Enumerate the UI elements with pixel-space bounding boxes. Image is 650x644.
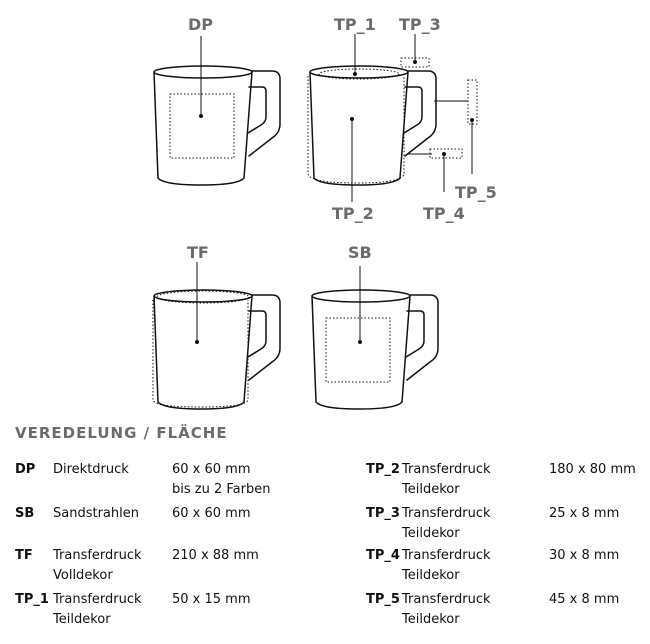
row-code: TP_3 bbox=[366, 506, 400, 521]
row-desc: Direktdruck bbox=[53, 462, 129, 477]
row-size: 60 x 60 mm bis zu 2 Farben bbox=[172, 462, 271, 497]
row-size: 50 x 15 mm bbox=[172, 592, 251, 607]
row-code: DP bbox=[15, 462, 36, 477]
row-desc: Transferdruck Teildekor bbox=[402, 592, 491, 627]
label-tp2: TP_2 bbox=[332, 204, 374, 223]
row-desc: Transferdruck Volldekor bbox=[53, 548, 142, 583]
row-code: TP_1 bbox=[15, 592, 49, 607]
mug-dp bbox=[154, 36, 280, 185]
table-row bbox=[15, 460, 345, 504]
row-code: TP_2 bbox=[366, 462, 400, 477]
row-size: 25 x 8 mm bbox=[549, 506, 620, 521]
label-tp5: TP_5 bbox=[455, 183, 497, 202]
section-title: VEREDELUNG / FLÄCHE bbox=[15, 424, 228, 442]
table-row bbox=[15, 546, 345, 590]
row-desc: Transferdruck Teildekor bbox=[53, 592, 142, 627]
label-dp: DP bbox=[188, 15, 214, 34]
row-desc: Sandstrahlen bbox=[53, 506, 139, 521]
label-tf: TF bbox=[187, 243, 209, 262]
row-size: 45 x 8 mm bbox=[549, 592, 620, 607]
label-tp4: TP_4 bbox=[423, 204, 465, 223]
mug-tf bbox=[153, 262, 280, 409]
label-tp1: TP_1 bbox=[334, 15, 376, 34]
row-code: TP_4 bbox=[366, 548, 400, 563]
row-size: 180 x 80 mm bbox=[549, 462, 636, 477]
mug-tp bbox=[308, 34, 477, 202]
row-desc: Transferdruck Teildekor bbox=[402, 462, 491, 497]
row-desc: Transferdruck Teildekor bbox=[402, 548, 491, 583]
row-code: TP_5 bbox=[366, 592, 400, 607]
row-size: 30 x 8 mm bbox=[549, 548, 620, 563]
table-row bbox=[15, 590, 345, 634]
row-desc: Transferdruck Teildekor bbox=[402, 506, 491, 541]
table-row bbox=[366, 460, 646, 504]
label-sb: SB bbox=[348, 243, 372, 262]
label-tp3: TP_3 bbox=[399, 15, 441, 34]
table-left-column bbox=[15, 460, 345, 634]
row-size: 210 x 88 mm bbox=[172, 548, 259, 563]
table-row bbox=[366, 590, 646, 634]
table-right-column bbox=[366, 460, 646, 634]
mug-sb bbox=[312, 266, 438, 409]
table-row bbox=[366, 504, 646, 546]
table-row bbox=[15, 504, 345, 546]
row-code: SB bbox=[15, 506, 35, 521]
row-code: TF bbox=[15, 548, 33, 563]
table-row bbox=[366, 546, 646, 590]
row-size: 60 x 60 mm bbox=[172, 506, 251, 521]
